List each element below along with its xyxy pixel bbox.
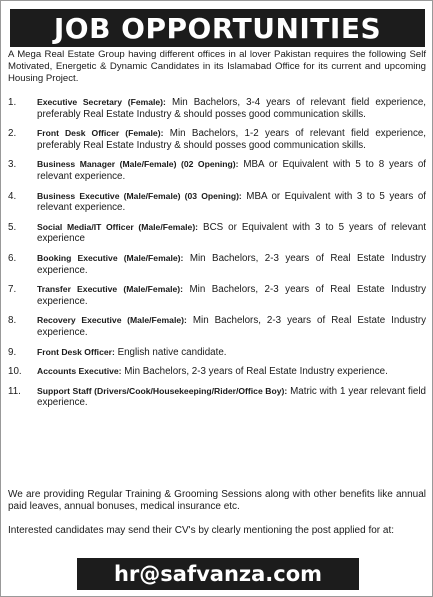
position-title: Business Executive (Male/Female) (03 Opening): [37, 190, 242, 201]
ad-title: JOB OPPORTUNITIES [10, 9, 425, 47]
position-title: Social Media/IT Officer (Male/Female): [37, 221, 199, 232]
position-description: Min Bachelors, 2-3 years of Real Estate Industry experience. [37, 252, 427, 276]
position-description: Min Bachelors, 2-3 years of Real Estate Industry experience. [37, 284, 426, 307]
position-description: Matric with 1 year relevant field experience. [37, 385, 426, 409]
apply-note: Interested candidates may send their CV's by clearly mentioning the post applied for at: [8, 525, 395, 536]
position-title: Transfer Executive (Male/Female): [37, 284, 184, 295]
position-description: BCS or Equivalent with 3 to 5 years of relevant experience [37, 221, 426, 245]
position-title: Business Manager (Male/Female) (02 Opening): [37, 159, 239, 170]
item-number: 2. [8, 128, 17, 140]
list-item [8, 347, 426, 359]
position-description: Min Bachelors, 2-3 years of Real Estate Industry experience. [121, 366, 388, 378]
item-number: 11. [8, 385, 21, 397]
position-title: Front Desk Officer (Female): [37, 128, 164, 139]
item-number: 4. [8, 190, 17, 202]
position-description: MBA or Equivalent with 5 to 8 years of relevant experience. [37, 159, 426, 182]
item-number: 5. [8, 221, 17, 233]
list-item [8, 128, 426, 151]
positions-list [8, 97, 426, 417]
item-number: 8. [8, 315, 17, 327]
list-item [8, 97, 426, 120]
intro-paragraph: A Mega Real Estate Group having different offices in al lover Pakistan requires the following Self Motivated, Energetic & Dynamic Candidates in its Islamabad Office for its current and upcoming Housing Project. [8, 49, 426, 84]
position-description: Min Bachelors, 3-4 years of relevant field experience, preferably Real Estate Industry & should posses good communication skills. [37, 97, 426, 120]
position-title: Booking Executive (Male/Female): [37, 252, 184, 263]
position-title: Support Staff (Drivers/Cook/Housekeeping/Rider/Office Boy): [37, 385, 288, 396]
list-item [8, 284, 426, 307]
item-number: 6. [8, 252, 17, 264]
list-item [8, 159, 426, 182]
position-description: Min Bachelors, 1-2 years of relevant field experience, preferably Real Estate Industry & should posses good communication skills. [37, 128, 427, 151]
item-number: 7. [8, 284, 17, 296]
position-description: MBA or Equivalent with 3 to 5 years of relevant experience. [37, 190, 426, 214]
item-number: 1. [8, 97, 17, 108]
item-number: 3. [8, 159, 17, 171]
list-item [8, 315, 426, 338]
list-item [8, 386, 426, 409]
list-item [8, 366, 426, 378]
training-note: We are providing Regular Training & Grooming Sessions along with other benefits like annual paid leaves, annual bonuses, medical insurance etc. [8, 489, 426, 512]
position-title: Executive Secretary (Female): [37, 97, 166, 107]
list-item [8, 253, 426, 276]
position-title: Front Desk Officer: [37, 346, 115, 357]
list-item [8, 191, 426, 214]
position-title: Recovery Executive (Male/Female): [37, 315, 187, 326]
contact-email: hr@safvanza.com [77, 558, 359, 590]
list-item [8, 222, 426, 245]
position-description: Min Bachelors, 2-3 years of Real Estate Industry experience. [37, 315, 427, 338]
position-description: English native candidate. [114, 346, 227, 358]
item-number: 10. [8, 366, 22, 378]
position-title: Accounts Executive: [37, 366, 122, 377]
item-number: 9. [8, 346, 17, 358]
